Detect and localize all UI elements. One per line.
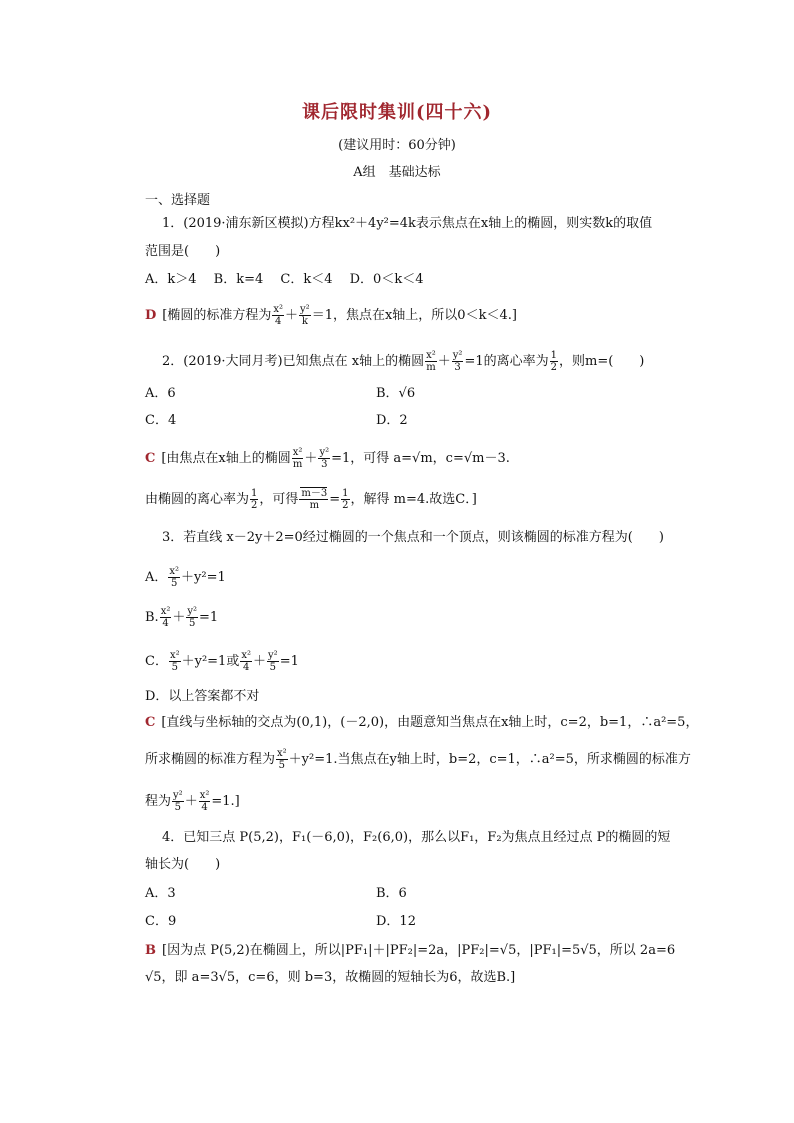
q1-options: A．k＞4 B．k=4 C．k＜4 D．0＜k＜4 xyxy=(145,272,424,287)
q2-option-d: D．2 xyxy=(376,413,408,428)
q1-stem-line2: 范围是( ) xyxy=(145,244,221,259)
q2-option-a: A．6 xyxy=(145,386,176,401)
q2-exp-frac-half: $\frac{1}{2}$ xyxy=(251,488,258,511)
q3-exp1: [直线与坐标轴的交点为(0,1)，(－2,0)，由题意知当焦点在x轴上时，c=2，b=1，∴a²=5， xyxy=(161,715,699,730)
q1-frac-x: $\frac{\text{x²}}{4}$ xyxy=(273,304,284,327)
q2-exp-frac-y: $\frac{\text{y²}}{3}$ xyxy=(319,447,330,470)
q1-exp-b: ＝1，焦点在x轴上，所以0＜k＜4.] xyxy=(311,308,517,323)
section-heading: 一、选择题 xyxy=(145,193,211,208)
q3-exp-line2 xyxy=(145,748,691,771)
q2-exp-frac-ratio: $\frac{m-3}{m}$ xyxy=(301,488,328,511)
q2-stem-a: 2．(2019·大同月考)已知焦点在 x轴上的椭圆 xyxy=(162,354,425,369)
q2-answer: C xyxy=(145,451,156,466)
q3-c-frac3: $\frac{\text{y²}}{5}$ xyxy=(268,650,278,673)
q2-stem-b: =1的离心率为 xyxy=(464,354,549,369)
q2-exp-line2: 由椭圆的离心率为 $\frac{1}{2}$ ，可得 $\frac{m-3}{m}$ = $\frac{1}{2}$ ，解得 m=4.故选C．] xyxy=(145,488,477,511)
q2-stem: 2．(2019·大同月考)已知焦点在 x轴上的椭圆 $\frac{\text{x²}}{m}$ ＋ $\frac{\text{y²}}{3}$ =1的离心率为 $\frac{1}{2}$ ，则m=( ) xyxy=(162,350,645,373)
q3-opt-c-label: C． xyxy=(145,654,168,669)
q3-opt-a-label: A． xyxy=(145,570,168,585)
q3-exp2-a: 所求椭圆的标准方程为 xyxy=(145,752,276,767)
q3-c-frac1: $\frac{\text{x²}}{5}$ xyxy=(169,650,180,673)
q2-exp-frac-x: $\frac{\text{x²}}{m}$ xyxy=(292,447,303,470)
q4-stem-line2: 轴长为( ) xyxy=(145,857,221,872)
q3-c-frac2: $\frac{\text{x²}}{4}$ xyxy=(241,650,251,673)
page-title: 课后限时集训(四十六) xyxy=(301,102,493,123)
group-heading: A组 基础达标 xyxy=(353,165,441,180)
q2-exp1-a: [由焦点在x轴上的椭圆 xyxy=(161,451,291,466)
q1-exp-a: [椭圆的标准方程为 xyxy=(162,308,272,323)
q3-opt-b-tail: =1 xyxy=(199,610,219,625)
q3-option-a xyxy=(145,566,226,589)
q3-b-frac-y: $\frac{\text{y²}}{5}$ xyxy=(187,606,198,629)
q3-exp-frac-y: $\frac{\text{y²}}{5}$ xyxy=(173,790,183,813)
q1-frac-y: $\frac{\text{y²}}{k}$ xyxy=(300,304,310,327)
q3-opt-c-mid: ＋y²=1或 xyxy=(181,654,240,669)
q2-frac-y: $\frac{\text{y²}}{3}$ xyxy=(452,350,463,373)
q2-frac-half: $\frac{1}{2}$ xyxy=(550,350,557,373)
time-suggestion: (建议用时：60分钟) xyxy=(338,138,456,153)
q2-stem-c: ，则m=( ) xyxy=(559,354,645,369)
q4-option-c: C．9 xyxy=(145,914,177,929)
q2-exp2-b: ，可得 xyxy=(259,492,299,507)
q3-stem: 3．若直线 x－2y＋2=0经过椭圆的一个焦点和一个顶点，则该椭圆的标准方程为( ) xyxy=(162,530,664,545)
q3-opt-a-tail: ＋y²=1 xyxy=(181,570,226,585)
q3-option-b: B. $\frac{\text{x²}}{4}$ ＋ $\frac{\text{y²}}{5}$ =1 xyxy=(145,606,219,629)
q4-stem-line1: 4．已知三点 P(5,2)，F₁(－6,0)，F₂(6,0)，那么以F₁，F₂为焦点且经过点 P的椭圆的短 xyxy=(162,830,671,845)
q3-exp-frac-x: $\frac{\text{x²}}{4}$ xyxy=(199,790,210,813)
q4-answer: B xyxy=(145,943,156,958)
q3-a-frac: $\frac{\text{x²}}{5}$ xyxy=(169,566,180,589)
q2-exp2-a: 由椭圆的离心率为 xyxy=(145,492,250,507)
q4-option-a: A．3 xyxy=(145,886,176,901)
q1-answer: D xyxy=(145,308,157,323)
q2-exp-frac-half2: $\frac{1}{2}$ xyxy=(342,488,349,511)
q3-opt-c-tail: =1 xyxy=(279,654,299,669)
q2-exp1-b: =1，可得 a=√m，c=√m－3. xyxy=(331,451,510,466)
q3-opt-b-label: B. xyxy=(145,610,159,625)
q3-exp2-b: ＋y²=1.当焦点在y轴上时，b=2，c=1，∴a²=5，所求椭圆的标准方 xyxy=(288,752,691,767)
q4-option-d: D．12 xyxy=(376,914,416,929)
q2-option-c: C．4 xyxy=(145,413,177,428)
q1-explanation: D [椭圆的标准方程为 $\frac{\text{x²}}{4}$ ＋ $\frac{\text{y²}}{k}$ ＝1，焦点在x轴上，所以0＜k＜4.] xyxy=(145,304,517,327)
q4-option-b: B．6 xyxy=(376,886,407,901)
q3-answer: C xyxy=(145,715,156,730)
q2-option-b: B．√6 xyxy=(376,386,416,401)
q3-exp-line1 xyxy=(145,713,698,733)
q3-exp-frac: $\frac{\text{x²}}{5}$ xyxy=(277,748,287,771)
q4-exp1: [因为点 P(5,2)在椭圆上，所以|PF₁|＋|PF₂|=2a，|PF₂|=√5，|PF₁|=5√5，所以 2a=6 xyxy=(162,943,676,958)
q3-exp3-b: =1.] xyxy=(211,794,240,809)
q4-exp-line1 xyxy=(145,941,675,961)
q3-option-d: D．以上答案都不对 xyxy=(145,689,260,704)
q2-frac-x: $\frac{\text{x²}}{m}$ xyxy=(426,350,436,373)
q3-exp-line3: 程为 $\frac{\text{y²}}{5}$ ＋ $\frac{\text{x²}}{4}$ =1.] xyxy=(145,790,240,813)
q2-exp-line1: C [由焦点在x轴上的椭圆 $\frac{\text{x²}}{m}$ ＋ $\frac{\text{y²}}{3}$ =1，可得 a=√m，c=√m－3. xyxy=(145,447,510,470)
q4-exp-line2: √5，即 a=3√5，c=6，则 b=3，故椭圆的短轴长为6，故选B.] xyxy=(145,970,516,985)
q3-b-frac-x: $\frac{\text{x²}}{4}$ xyxy=(160,606,171,629)
q2-exp2-c: ，解得 m=4.故选C．] xyxy=(350,492,477,507)
q3-exp3-a: 程为 xyxy=(145,794,172,809)
q1-stem-line1: 1．(2019·浦东新区模拟)方程kx²＋4y²=4k表示焦点在x轴上的椭圆，则实数k的取值 xyxy=(162,216,653,231)
q3-option-c: C． $\frac{\text{x²}}{5}$ ＋y²=1或 $\frac{\text{x²}}{4}$ ＋ $\frac{\text{y²}}{5}$ =1 xyxy=(145,650,299,673)
